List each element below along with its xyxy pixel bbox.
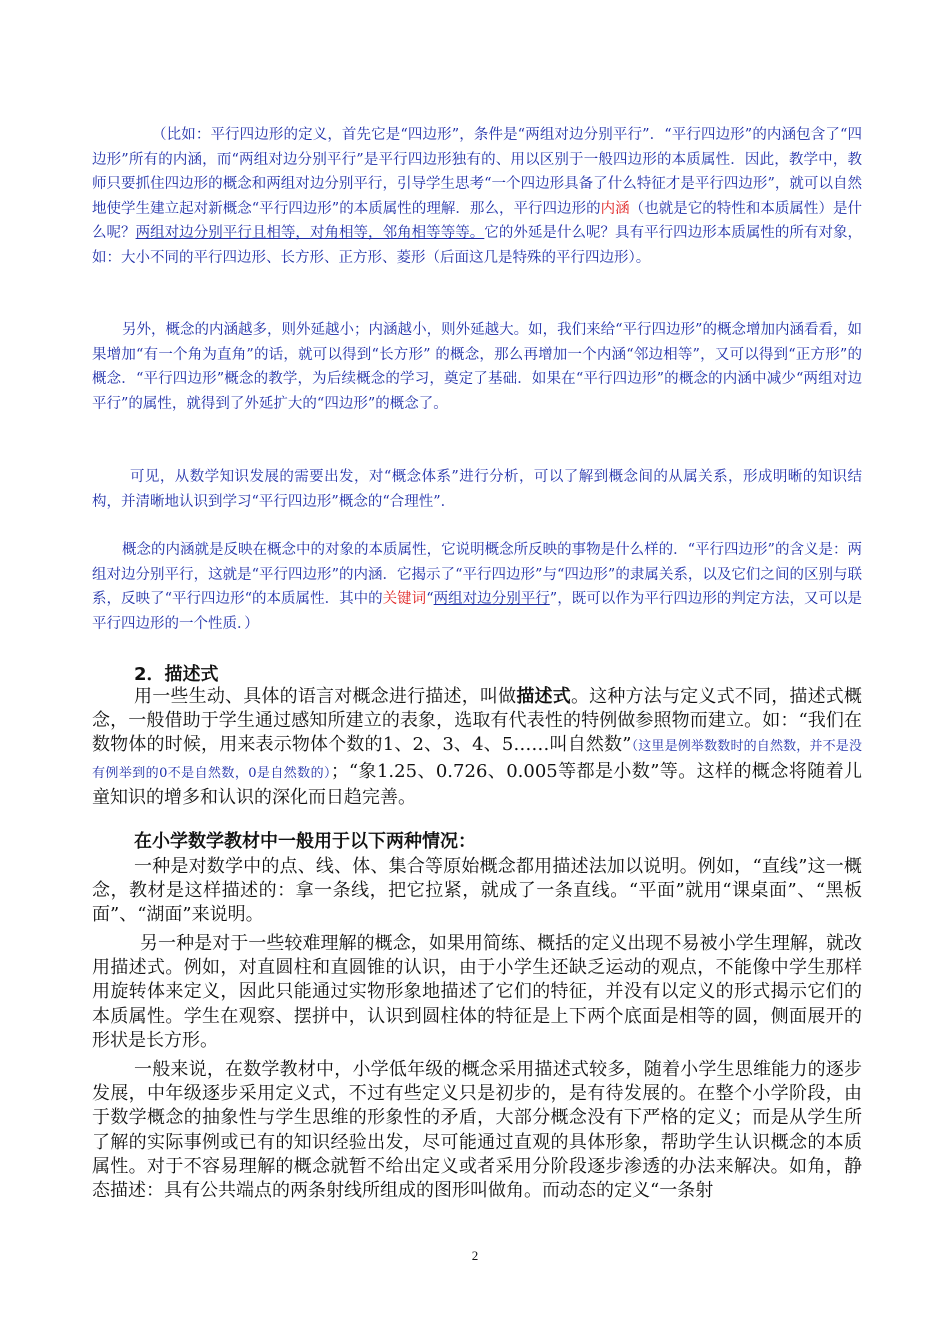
paragraph-parallelogram-definition: （比如：平行四边形的定义，首先它是“四边形”，条件是“两组对边分别平行”．“平行四边形”的内涵包含了“四边形”所有的内涵，而“两组对边分别平行”是平行四边形独有的、用以区别于一般四边形的本质属性．因此，教学中，教师只要抓住四边形的概念和两组对边分别平行，引导学生思考“一个四边形具备了什么特征才是平行四边形”，就可以自然地使学生建立起对新概念“平行四边形”的本质属性的理解．那么，平行四边形的内涵（也就是它的特性和本质属性）是什么呢？两组对边分别平行且相等，对角相等，邻角相等等等。它的外延是什么呢？具有平行四边形本质属性的所有对象，如：大小不同的平行四边形、长方形、正方形、菱形（后面这几是特殊的平行四边形）。 <box>92 127 863 266</box>
subheading-two-cases: 在小学数学教材中一般用于以下两种情况： <box>134 831 476 852</box>
paragraph-case-one: 一种是对数学中的点、线、体、集合等原始概念都用描述法加以说明。例如，“直线”这一概念，教材是这样描述的：拿一条线，把它拉紧，就成了一条直线。“平面”就用“课桌面”、“黑板面”、“湖面”来说明。 <box>92 856 862 926</box>
note-natural-numbers: （这里是例举数数时的自然数，并不是没有例举到的0不是自然数，0是自然数的） <box>92 739 862 781</box>
highlight-keyword: 关键词 <box>382 591 427 607</box>
page-number: 2 <box>471 1248 479 1263</box>
bold-term: 描述式 <box>516 686 571 707</box>
paragraph-descriptive-definition: 用一些生动、具体的语言对概念进行描述，叫做描述式。这种方法与定义式不同，描述式概念，一般借助于学生通过感知所建立的表象，选取有代表性的特例做参照物而建立。如：“我们在数物体的时候，用来表示物体个数的1、2、3、4、5……叫自然数”（这里是例举数数时的自然数，并不是没有例举到的0不是自然数，0是自然数的）；“象1.25、0.726、0.005等都是小数”等。这样的概念将随着儿童知识的增多和认识的深化而日趋完善。 <box>92 686 863 808</box>
underlined-properties: 两组对边分别平行且相等，对角相等，邻角相等等等。 <box>135 225 485 241</box>
underlined-keyword: 两组对边分别平行 <box>433 591 550 607</box>
paragraph-essential-attribute: 概念的内涵就是反映在概念中的对象的本质属性，它说明概念所反映的事物是什么样的．“平行四边形”的含义是：两组对边分别平行，这就是“平行四边形”的内涵．它揭示了“平行四边形”与“四边形”的隶属关系，以及它们之间的区别与联系，反映了“平行四边形“的本质属性．其中的关键词“两组对边分别平行”，既可以作为平行四边形的判定方法，又可以是平行四边形的一个性质．） <box>92 542 862 632</box>
paragraph-connotation-extension: 另外，概念的内涵越多，则外延越小；内涵越小，则外延越大。如，我们来给“平行四边形”的概念增加内涵看看，如果增加“有一个角为直角”的话，就可以得到“长方形” 的概念，那么再增加一个内涵“邻边相等”，又可以得到“正方形”的概念．“平行四边形”概念的教学，为后续概念的学习，奠定了基础．如果在“平行四边形”的概念的内涵中减少“两组对边平行”的属性，就得到了外延扩大的“四边形”的概念了。 <box>92 322 862 412</box>
highlight-connotation: 内涵 <box>600 200 630 217</box>
paragraph-concept-system: 可见，从数学知识发展的需要出发，对“概念体系”进行分析，可以了解到概念间的从属关系，形成明晰的知识结构，并清晰地认识到学习“平行四边形”概念的“合理性”． <box>92 469 862 510</box>
paragraph-case-two: 另一种是对于一些较难理解的概念，如果用简练、概括的定义出现不易被小学生理解，就改用描述式。例如，对直圆柱和直圆锥的认识，由于小学生还缺乏运动的观点，不能像中学生那样用旋转体来定义，因此只能通过实物形象地描述了它们的特征，并没有以定义的形式揭示它们的本质属性。学生在观察、摆拼中，认识到圆柱体的特征是上下两个底面是相等的圆，侧面展开的形状是长方形。 <box>92 933 862 1051</box>
section-heading: 2．描述式 <box>134 664 219 685</box>
paragraph-grade-levels: 一般来说，在数学教材中，小学低年级的概念采用描述式较多，随着小学生思维能力的逐步发展，中年级逐步采用定义式，不过有些定义只是初步的，是有待发展的。在整个小学阶段，由于数学概念的抽象性与学生思维的形象性的矛盾，大部分概念没有下严格的定义；而是从学生所了解的实际事例或已有的知识经验出发，尽可能通过直观的具体形象，帮助学生认识概念的本质属性。对于不容易理解的概念就暂不给出定义或者采用分阶段逐步渗透的办法来解决。如角，静态描述：具有公共端点的两条射线所组成的图形叫做角。而动态的定义“一条射 <box>92 1059 862 1202</box>
